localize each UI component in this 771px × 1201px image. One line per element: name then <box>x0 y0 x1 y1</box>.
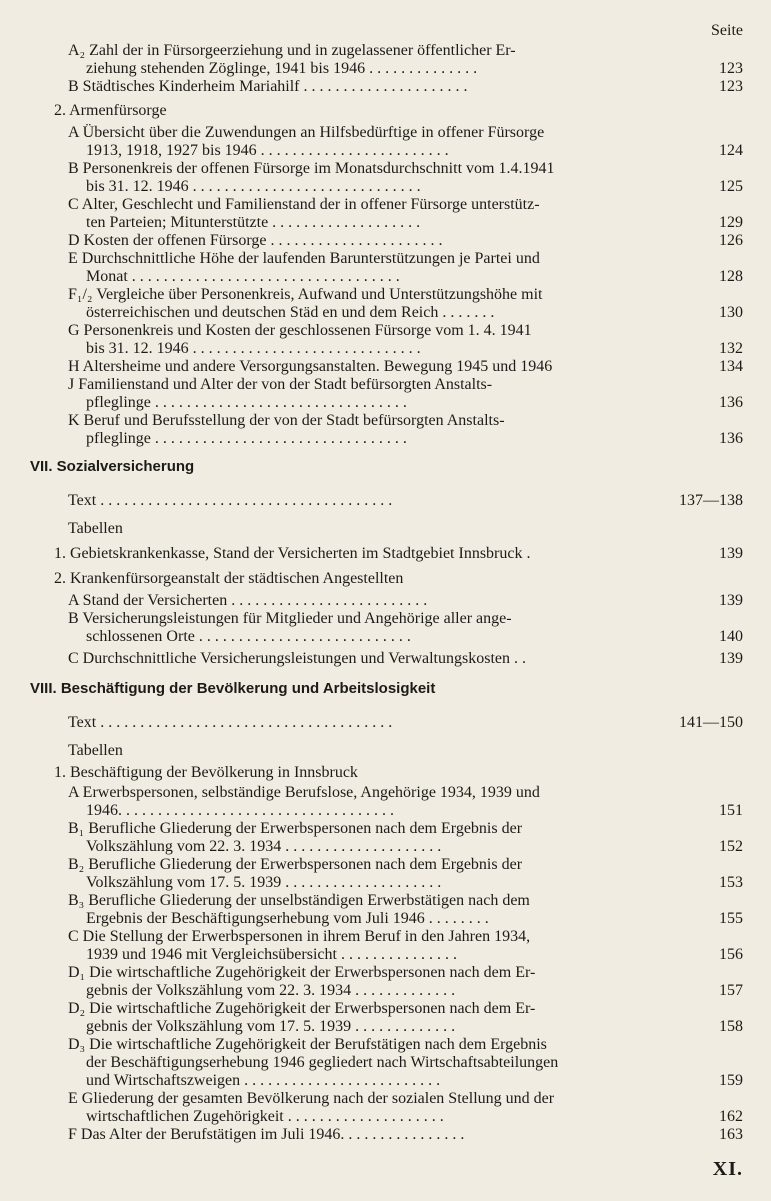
toc-entry-line: F Das Alter der Berufstätigen im Juli 1946. . . . . . . . . . . . . . . . <box>68 1126 465 1143</box>
toc-entry-line: A₂ Zahl der in Fürsorgeerziehung und in zugelassener öffentlicher Er- <box>68 42 516 59</box>
toc-page-ref: 124 <box>719 142 743 159</box>
toc-page-ref: 162 <box>719 1108 743 1125</box>
toc-page-ref: 136 <box>719 394 743 411</box>
toc-page-ref: 159 <box>719 1072 743 1089</box>
toc-entry-line: Volkszählung vom 17. 5. 1939 . . . . . . . . . . . . . . . . . . . . <box>86 874 442 891</box>
toc-page-ref: 132 <box>719 340 743 357</box>
toc-entry-line: K Beruf und Berufsstellung der von der Stadt befürsorgten Anstalts- <box>68 412 505 429</box>
toc-entry-line: österreichischen und deutschen Städ en und dem Reich . . . . . . . <box>86 304 495 321</box>
toc-entry-line: Tabellen <box>68 742 123 759</box>
section-heading: VII. Sozialversicherung <box>30 458 195 475</box>
toc-entry-line: B Städtisches Kinderheim Mariahilf . . . . . . . . . . . . . . . . . . . . . <box>68 78 468 95</box>
toc-entry-line: E Gliederung der gesamten Bevölkerung nach der sozialen Stellung und der <box>68 1090 555 1107</box>
toc-entry-line: pfleglinge . . . . . . . . . . . . . . . . . . . . . . . . . . . . . . . . <box>86 394 407 411</box>
toc-entry-line: D₁ Die wirtschaftliche Zugehörigkeit der Erwerbspersonen nach dem Er- <box>68 964 536 981</box>
toc-entry-line: Volkszählung vom 22. 3. 1934 . . . . . . . . . . . . . . . . . . . . <box>86 838 442 855</box>
toc-entry-line: B Personenkreis der offenen Fürsorge im Monatsdurchschnitt vom 1.4.1941 <box>68 160 555 177</box>
toc-entry-line: pfleglinge . . . . . . . . . . . . . . . . . . . . . . . . . . . . . . . . <box>86 430 407 447</box>
toc-entry-line: C Die Stellung der Erwerbspersonen in ihrem Beruf in den Jahren 1934, <box>68 928 531 945</box>
toc-entry-line: bis 31. 12. 1946 . . . . . . . . . . . . . . . . . . . . . . . . . . . . . <box>86 340 421 357</box>
toc-page-ref: 134 <box>719 358 743 375</box>
toc-page-ref: 123 <box>719 60 743 77</box>
toc-entry-line: B Versicherungsleistungen für Mitglieder und Angehörige aller ange- <box>68 610 512 627</box>
toc-page-ref: 155 <box>719 910 743 927</box>
toc-page-ref: 141—150 <box>679 714 743 731</box>
toc-entry-line: gebnis der Volkszählung vom 17. 5. 1939 . . . . . . . . . . . . . <box>86 1018 456 1035</box>
toc-page-ref: 152 <box>719 838 743 855</box>
toc-page-ref: 140 <box>719 628 743 645</box>
toc-entry-line: C Durchschnittliche Versicherungsleistungen und Verwaltungskosten . . <box>68 650 526 667</box>
toc-entry-line: bis 31. 12. 1946 . . . . . . . . . . . . . . . . . . . . . . . . . . . . . <box>86 178 421 195</box>
seite-header: Seite <box>711 22 743 39</box>
toc-entry-line: C Alter, Geschlecht und Familienstand der in offener Fürsorge unterstütz- <box>68 196 540 213</box>
toc-entry-line: und Wirtschaftszweigen . . . . . . . . . . . . . . . . . . . . . . . . . <box>86 1072 441 1089</box>
toc-entry-line: 2. Krankenfürsorgeanstalt der städtischen Angestellten <box>54 570 404 587</box>
toc-page-ref: 151 <box>719 802 743 819</box>
toc-entry-line: der Beschäftigungserhebung 1946 gegliedert nach Wirtschaftsabteilungen <box>86 1054 559 1071</box>
toc-page-ref: 163 <box>719 1126 743 1143</box>
toc-entry-line: 1946. . . . . . . . . . . . . . . . . . . . . . . . . . . . . . . . . . . <box>86 802 394 819</box>
toc-entry-line: D₂ Die wirtschaftliche Zugehörigkeit der Erwerbspersonen nach dem Er- <box>68 1000 536 1017</box>
toc-page-ref: 137—138 <box>679 492 743 509</box>
toc-entry-line: A Stand der Versicherten . . . . . . . . . . . . . . . . . . . . . . . . . <box>68 592 428 609</box>
toc-entry-line: E Durchschnittliche Höhe der laufenden Barunterstützungen je Partei und <box>68 250 540 267</box>
toc-page-ref: 153 <box>719 874 743 891</box>
toc-entry-line: Monat . . . . . . . . . . . . . . . . . . . . . . . . . . . . . . . . . . <box>86 268 400 285</box>
toc-entry-line: A Übersicht über die Zuwendungen an Hilfsbedürftige in offener Fürsorge <box>68 124 545 141</box>
toc-entry-line: G Personenkreis und Kosten der geschlossenen Fürsorge vom 1. 4. 1941 <box>68 322 532 339</box>
toc-entry-line: B₃ Berufliche Gliederung der unselbständigen Erwerbstätigen nach dem <box>68 892 530 909</box>
toc-entry-line: A Erwerbspersonen, selbständige Berufslose, Angehörige 1934, 1939 und <box>68 784 540 801</box>
toc-entry-line: F₁/₂ Vergleiche über Personenkreis, Aufwand und Unterstützungshöhe mit <box>68 286 543 303</box>
toc-entry-line: ten Parteien; Mitunterstützte . . . . . . . . . . . . . . . . . . . <box>86 214 421 231</box>
toc-entry-line: D Kosten der offenen Fürsorge . . . . . . . . . . . . . . . . . . . . . . <box>68 232 443 249</box>
toc-page-ref: 129 <box>719 214 743 231</box>
toc-entry-line: 1913, 1918, 1927 bis 1946 . . . . . . . . . . . . . . . . . . . . . . . . <box>86 142 449 159</box>
toc-page-ref: 136 <box>719 430 743 447</box>
toc-page-ref: 156 <box>719 946 743 963</box>
toc-entry-line: B₂ Berufliche Gliederung der Erwerbspersonen nach dem Ergebnis der <box>68 856 523 873</box>
toc-entry-line: schlossenen Orte . . . . . . . . . . . . . . . . . . . . . . . . . . . <box>86 628 411 645</box>
toc-entry-line: wirtschaftlichen Zugehörigkeit . . . . . . . . . . . . . . . . . . . . <box>86 1108 444 1125</box>
toc-page-ref: 158 <box>719 1018 743 1035</box>
toc-page-ref: 139 <box>719 650 743 667</box>
toc-entry-line: 1. Gebietskrankenkasse, Stand der Versicherten im Stadtgebiet Innsbruck . <box>54 545 531 562</box>
toc-page-ref: 128 <box>719 268 743 285</box>
toc-page-ref: 130 <box>719 304 743 321</box>
toc-entry-line: Text . . . . . . . . . . . . . . . . . . . . . . . . . . . . . . . . . . . . . <box>68 714 393 731</box>
toc-entry-line: B₁ Berufliche Gliederung der Erwerbspersonen nach dem Ergebnis der <box>68 820 523 837</box>
toc-entry-line: ziehung stehenden Zöglinge, 1941 bis 1946 . . . . . . . . . . . . . . <box>86 60 478 77</box>
section-heading: VIII. Beschäftigung der Bevölkerung und Arbeitslosigkeit <box>30 680 436 697</box>
toc-entry-line: D₃ Die wirtschaftliche Zugehörigkeit der Berufstätigen nach dem Ergebnis <box>68 1036 547 1053</box>
toc-page-ref: 126 <box>719 232 743 249</box>
toc-entry-line: 1939 und 1946 mit Vergleichsübersicht . . . . . . . . . . . . . . . <box>86 946 457 963</box>
toc-entry-line: H Altersheime und andere Versorgungsanstalten. Bewegung 1945 und 1946 <box>68 358 553 375</box>
toc-page-ref: 139 <box>719 592 743 609</box>
toc-page-ref: 157 <box>719 982 743 999</box>
toc-entry-line: Tabellen <box>68 520 123 537</box>
toc-entry-line: Text . . . . . . . . . . . . . . . . . . . . . . . . . . . . . . . . . . . . . <box>68 492 393 509</box>
page-number: XI. <box>712 1158 743 1180</box>
toc-entry-line: Ergebnis der Beschäftigungserhebung vom Juli 1946 . . . . . . . . <box>86 910 489 927</box>
toc-entry-line: 2. Armenfürsorge <box>54 102 167 119</box>
toc-entry-line: J Familienstand und Alter der von der Stadt befürsorgten Anstalts- <box>68 376 493 393</box>
toc-entry-line: gebnis der Volkszählung vom 22. 3. 1934 . . . . . . . . . . . . . <box>86 982 456 999</box>
toc-page-ref: 139 <box>719 545 743 562</box>
toc-entry-line: 1. Beschäftigung der Bevölkerung in Innsbruck <box>54 764 358 781</box>
toc-page-ref: 123 <box>719 78 743 95</box>
toc-page-ref: 125 <box>719 178 743 195</box>
